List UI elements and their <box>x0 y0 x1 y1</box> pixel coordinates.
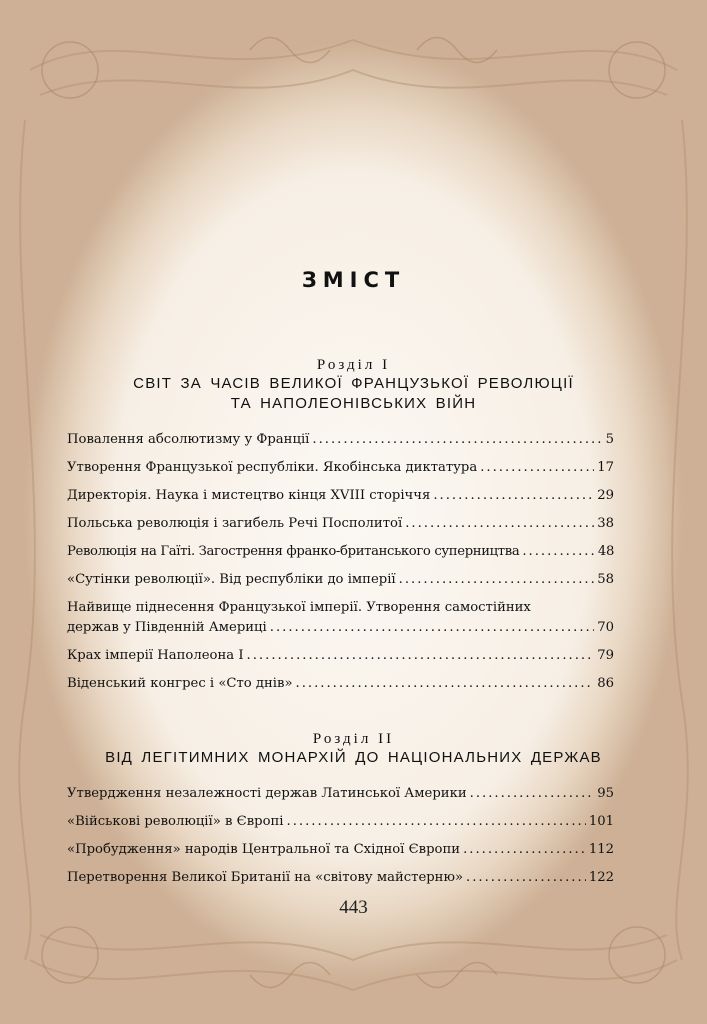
toc-entry[interactable] <box>67 542 614 562</box>
toc-entry[interactable] <box>67 486 614 506</box>
toc-entry-text: Віденський конгрес і «Сто днів» <box>67 676 293 691</box>
toc-entry-page: 38 <box>597 516 614 531</box>
toc-entry-page: 48 <box>597 544 614 559</box>
toc-entry-text: Утворення Французької республіки. Якобінська диктатура <box>67 460 478 475</box>
toc-entry-text: «Пробудження» народів Центральної та Східної Європи <box>67 842 461 857</box>
leader-dots <box>287 812 586 832</box>
toc-entry[interactable] <box>67 812 614 832</box>
section-1-label: Розділ I <box>316 357 391 373</box>
toc-entry-page: 5 <box>605 432 614 447</box>
toc-entry-text: держав у Південній Америці <box>67 620 267 635</box>
leader-dots <box>296 674 595 694</box>
leader-dots <box>312 430 602 450</box>
toc-entry-text: Директорія. Наука і мистецтво кінця XVIII сторіччя <box>67 488 431 503</box>
toc-entry-page: 17 <box>597 460 614 475</box>
toc-entry-text: Крах імперії Наполеона I <box>67 648 244 663</box>
leader-dots <box>399 570 595 590</box>
toc-entry-text: «Військові революції» в Європі <box>67 814 284 829</box>
leader-dots <box>270 618 594 638</box>
toc-entry-page: 95 <box>597 786 614 801</box>
toc-entry-text-line-1: Найвище піднесення Французької імперії. Утворення самостійних <box>67 600 531 615</box>
toc-entry[interactable] <box>67 840 614 860</box>
leader-dots <box>463 840 586 860</box>
leader-dots <box>433 486 594 506</box>
toc-entry-page: 101 <box>588 814 614 829</box>
leader-dots <box>480 458 594 478</box>
section-1-title-line-2: ТА НАПОЛЕОНІВСЬКИХ ВІЙН <box>230 395 477 412</box>
toc-entry-page: 122 <box>588 870 614 885</box>
toc-entry-text: Польська революція і загибель Речі Посполитої <box>67 516 403 531</box>
toc-entry-page: 79 <box>597 648 614 663</box>
section-1-title-line-1: СВІТ ЗА ЧАСІВ ВЕЛИКОЇ ФРАНЦУЗЬКОЇ РЕВОЛЮЦІЇ <box>133 375 574 392</box>
leader-dots <box>405 514 594 534</box>
toc-entry[interactable] <box>67 514 614 534</box>
section-2-heading <box>0 730 707 768</box>
toc-entry[interactable] <box>67 570 614 590</box>
leader-dots <box>522 542 595 562</box>
toc-entry-page: 29 <box>597 488 614 503</box>
leader-dots <box>470 784 595 804</box>
toc-entry[interactable] <box>67 868 614 888</box>
page-title: ЗМІСТ <box>301 268 406 292</box>
toc-entry[interactable] <box>67 430 614 450</box>
toc-entry-text: Повалення абсолютизму у Франції <box>67 432 310 447</box>
toc-entry-text: «Сутінки революції». Від республіки до імперії <box>67 572 396 587</box>
leader-dots <box>466 868 586 888</box>
section-2-label: Розділ II <box>312 731 395 747</box>
toc-entry[interactable] <box>67 458 614 478</box>
toc-entry[interactable] <box>67 598 614 638</box>
toc-entry-page: 70 <box>597 620 614 635</box>
toc-entry[interactable] <box>67 674 614 694</box>
toc-entry-page: 86 <box>597 676 614 691</box>
toc-entry-text: Революція на Гаїті. Загострення франко-британського суперництва <box>67 544 520 559</box>
toc-entry[interactable] <box>67 646 614 666</box>
section-1-heading <box>0 356 707 414</box>
toc-entry-page: 112 <box>588 842 614 857</box>
toc-entry-page: 58 <box>597 572 614 587</box>
toc-entry-text: Утвердження незалежності держав Латинської Америки <box>67 786 467 801</box>
leader-dots <box>247 646 595 666</box>
toc-entry[interactable] <box>67 784 614 804</box>
section-2-title-line-1: ВІД ЛЕГІТИМНИХ МОНАРХІЙ ДО НАЦІОНАЛЬНИХ ДЕРЖАВ <box>105 749 602 766</box>
toc-entry-text: Перетворення Великої Британії на «світову майстерню» <box>67 870 464 885</box>
page-number: 443 <box>339 897 368 918</box>
